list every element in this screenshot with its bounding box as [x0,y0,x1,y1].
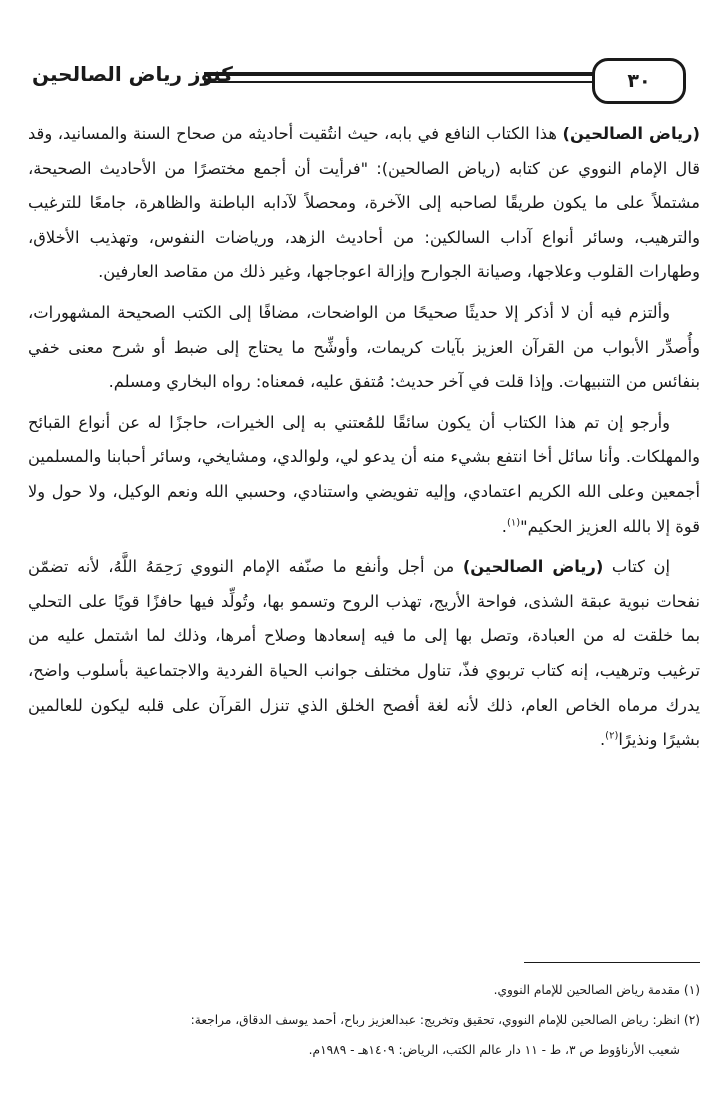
page-header [26,48,698,108]
paragraph-1 [28,117,700,290]
footnote-1: (١) مقدمة رياض الصالحين للإمام النووي. [493,983,700,997]
footnote-2-continuation: شعيب الأرناؤوط ص ٣، ط - ١١ دار عالم الكتب، الرياض: ١٤٠٩هـ - ١٩٨٩م. [308,1043,680,1057]
book-name-bold-2: (رياض الصالحين) [462,557,604,577]
paragraph-3: وأرجو إن تم هذا الكتاب أن يكون سائقًا للمُعتني به إلى الخيرات، حاجزًا له عن أنواع القبائح والمهلكات. وأنا سائل أخا انتفع بشيء منه أن يدعو لي، ولوالدي، ومشايخي، وسائر أحبابنا والمسلمين أجمعين وعلى الله الكريم اعتمادي، وإليه تفويضي واستنادي، وحسبي الله ونعم الوكيل، ولا حول ولا قوة إلا بالله العزيز الحكيم"$^{(١)}$. [28,412,700,536]
footnote-ref-2: (٢) [605,730,619,742]
paragraph-4-start: إن كتاب [603,557,670,577]
header-rule-thick [204,72,594,76]
body-text [28,117,700,758]
page-number: ٣٠ [592,58,686,104]
footnote-ref-1: (١) [506,517,521,529]
footnote-divider [524,962,700,963]
paragraph-4 [28,550,700,758]
footnotes [28,975,700,1065]
header-rule [204,72,594,86]
paragraph-4-text: من أجل وأنفع ما صنّفه الإمام النووي رَحِمَهُ اللَّهُ، لأنه تضمّن نفحات نبوية عبقة الشذى، فواحة الأريج، تهذب الروح وتسمو بها، وتُولِّد فيها حافزًا قويًا على التحلي بما خلقت له من العبادة، وتصل بها إلى ما فيه إسعادها وصلاح أمرها، وذلك لما اشتمل عليه من ترغيب وترهيب، إنه كتاب تربوي فذّ، تناول مختلف جوانب الحياة الفردية والاجتماعية بأسلوب واضح، يدرك مرماه الخاص العام، ذلك لأنه لغة أفصح الخلق الذي تنزل القرآن على قلبه ليكون للعالمين بشيرًا ونذيرًا [28,557,700,750]
book-name-bold: (رياض الصالحين) [562,124,700,143]
paragraph-3-text: وأرجو إن تم هذا الكتاب أن يكون سائقًا للمُعتني به إلى الخيرات، حاجزًا له عن أنواع القبائح والمهلكات. وأنا سائل أخا انتفع بشيء منه أن يدعو لي، ولوالدي، ومشايخي، وسائر أحبابنا والمسلمين أجمعين وعلى الله الكريم اعتمادي، وإليه تفويضي واستنادي، وحسبي الله ونعم الوكيل، ولا حول ولا قوة إلا بالله العزيز الحكيم" [28,412,700,536]
header-rule-thin [204,81,594,83]
footnote-2: (٢) انظر: رياض الصالحين للإمام النووي، تحقيق وتخريج: عبدالعزيز رباح، أحمد يوسف الدقاق، مراجعة: [190,1013,700,1027]
paragraph-1-text: هذا الكتاب النافع في بابه، حيث انتُقيت أحاديثه من صحاح السنة والمسانيد، وقد قال الإمام النووي عن كتابه (رياض الصالحين): "فرأيت أن أجمع مختصرًا من الأحاديث الصحيحة، مشتملاً على ما يكون طريقًا لصاحبه إلى الآخرة، ومحصلاً لآدابه الباطنة والظاهرة، جامعًا للترغيب والترهيب، وسائر أنواع آداب السالكين: من أحاديث الزهد، ورياضات النفوس، وتهذيب الأخلاق، وطهارات القلوب وعلاجها، وصيانة الجوارح وإزالة اعوجاجها، وغير ذلك من مقاصد العارفين. [28,124,700,282]
paragraph-2: وألتزم فيه أن لا أذكر إلا حديثًا صحيحًا من الواضحات، مضافًا إلى الكتب الصحيحة المشهورات، وأُصدِّر الأبواب من القرآن العزيز بآيات كريمات، وأوشِّح ما يحتاج إلى ضبط أو شرح معنى خفي بنفائس من التنبيهات. وإذا قلت في آخر حديث: مُتفق عليه، فمعناه: رواه البخاري ومسلم. [28,302,700,392]
book-title: كنوز رياض الصالحين [32,62,233,86]
paragraph-4-end: . [599,730,606,750]
